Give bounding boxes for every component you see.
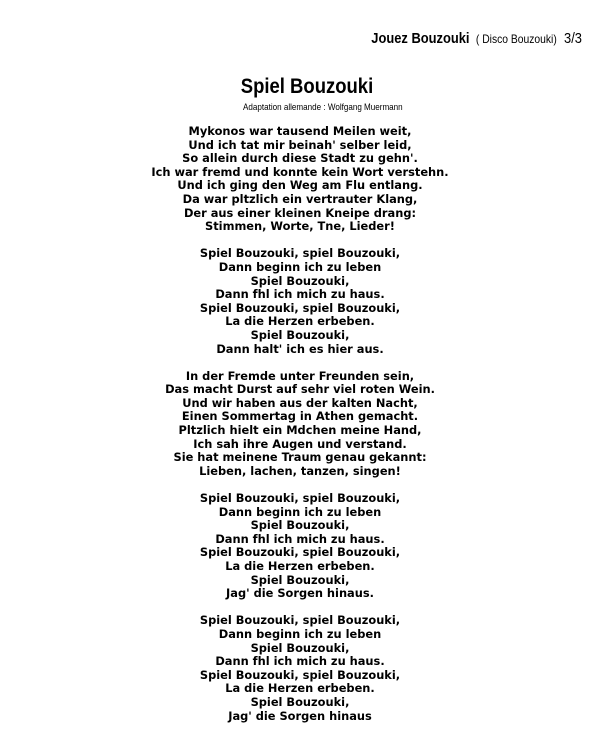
lyric-line: Und wir haben aus der kalten Nacht, — [182, 395, 418, 410]
lyric-line: Spiel Bouzouki, spiel Bouzouki, — [199, 300, 401, 315]
lyric-line: Spiel Bouzouki, — [250, 640, 350, 655]
lyric-line: Spiel Bouzouki, spiel Bouzouki, — [199, 491, 401, 506]
lyric-line: Der aus einer kleinen Kneipe drang: — [183, 205, 417, 220]
lyric-line: Dann beginn ich zu leben — [218, 504, 382, 519]
lyric-line: Ich sah ihre Augen und verstand. — [193, 436, 407, 451]
header-subtitle: ( Disco Bouzouki) — [475, 32, 557, 46]
song-title: Spiel Bouzouki — [240, 75, 374, 98]
header-title: Jouez Bouzouki — [371, 30, 470, 47]
song-title-block — [0, 74, 600, 113]
lyrics — [0, 125, 600, 737]
lyric-line: Spiel Bouzouki, — [250, 518, 350, 533]
page-number: 3/3 — [564, 30, 582, 47]
lyric-line: Mykonos war tausend Meilen weit, — [188, 124, 412, 138]
stanza — [0, 492, 600, 601]
lyric-line: Spiel Bouzouki, spiel Bouzouki, — [199, 667, 401, 682]
lyric-line: La die Herzen erbeben. — [225, 559, 375, 573]
lyric-line: Und ich ging den Weg am Flu entlang. — [177, 178, 423, 193]
lyric-line: Jag' die Sorgen hinaus. — [226, 586, 374, 601]
lyric-line: Spiel Bouzouki, — [250, 572, 350, 587]
lyric-line: Spiel Bouzouki, — [250, 327, 350, 342]
lyric-line: Spiel Bouzouki, spiel Bouzouki, — [199, 613, 401, 628]
stanza — [0, 247, 600, 356]
lyric-line: Dann fhl ich mich zu haus. — [215, 531, 385, 546]
lyric-line: Spiel Bouzouki, — [250, 694, 350, 709]
stanza — [0, 370, 600, 479]
lyric-line: In der Fremde unter Freunden sein, — [185, 368, 415, 383]
lyric-line: Dann beginn ich zu leben — [218, 259, 382, 274]
lyric-line: Dann fhl ich mich zu haus. — [215, 287, 385, 302]
lyric-line: Dann halt' ich es hier aus. — [216, 341, 384, 356]
lyric-line: Einen Sommertag in Athen gemacht. — [181, 409, 419, 424]
stanza — [0, 125, 600, 234]
lyric-line: Jag' die Sorgen hinaus — [228, 708, 372, 723]
lyric-line: Lieben, lachen, tanzen, singen! — [199, 463, 401, 478]
stanza — [0, 614, 600, 723]
lyric-line: Das macht Durst auf sehr viel roten Wein. — [165, 382, 435, 397]
lyric-line: La die Herzen erbeben. — [225, 681, 375, 696]
lyric-line: Spiel Bouzouki, spiel Bouzouki, — [199, 246, 401, 261]
lyric-line: Spiel Bouzouki, spiel Bouzouki, — [199, 545, 401, 560]
lyric-line: Stimmen, Worte, Tne, Lieder! — [205, 219, 395, 234]
lyric-line: Pltzlich hielt ein Mdchen meine Hand, — [178, 423, 422, 438]
lyric-line: So allein durch diese Stadt zu gehn'. — [182, 151, 418, 166]
lyric-line: Dann beginn ich zu leben — [218, 626, 382, 641]
page-header — [371, 30, 582, 48]
lyric-line: La die Herzen erbeben. — [225, 314, 375, 329]
lyric-line: Ich war fremd und konnte kein Wort verstehn. — [151, 164, 449, 179]
lyric-line: Und ich tat mir beinah' selber leid, — [188, 137, 412, 152]
lyric-line: Dann fhl ich mich zu haus. — [215, 654, 385, 669]
lyric-line: Sie hat meinene Traum genau gekannt: — [173, 450, 427, 465]
adaptation-credit: Adaptation allemande : Wolfgang Muermann — [243, 102, 403, 113]
lyric-line: Spiel Bouzouki, — [250, 273, 350, 288]
lyric-line: Da war pltzlich ein vertrauter Klang, — [182, 191, 418, 206]
